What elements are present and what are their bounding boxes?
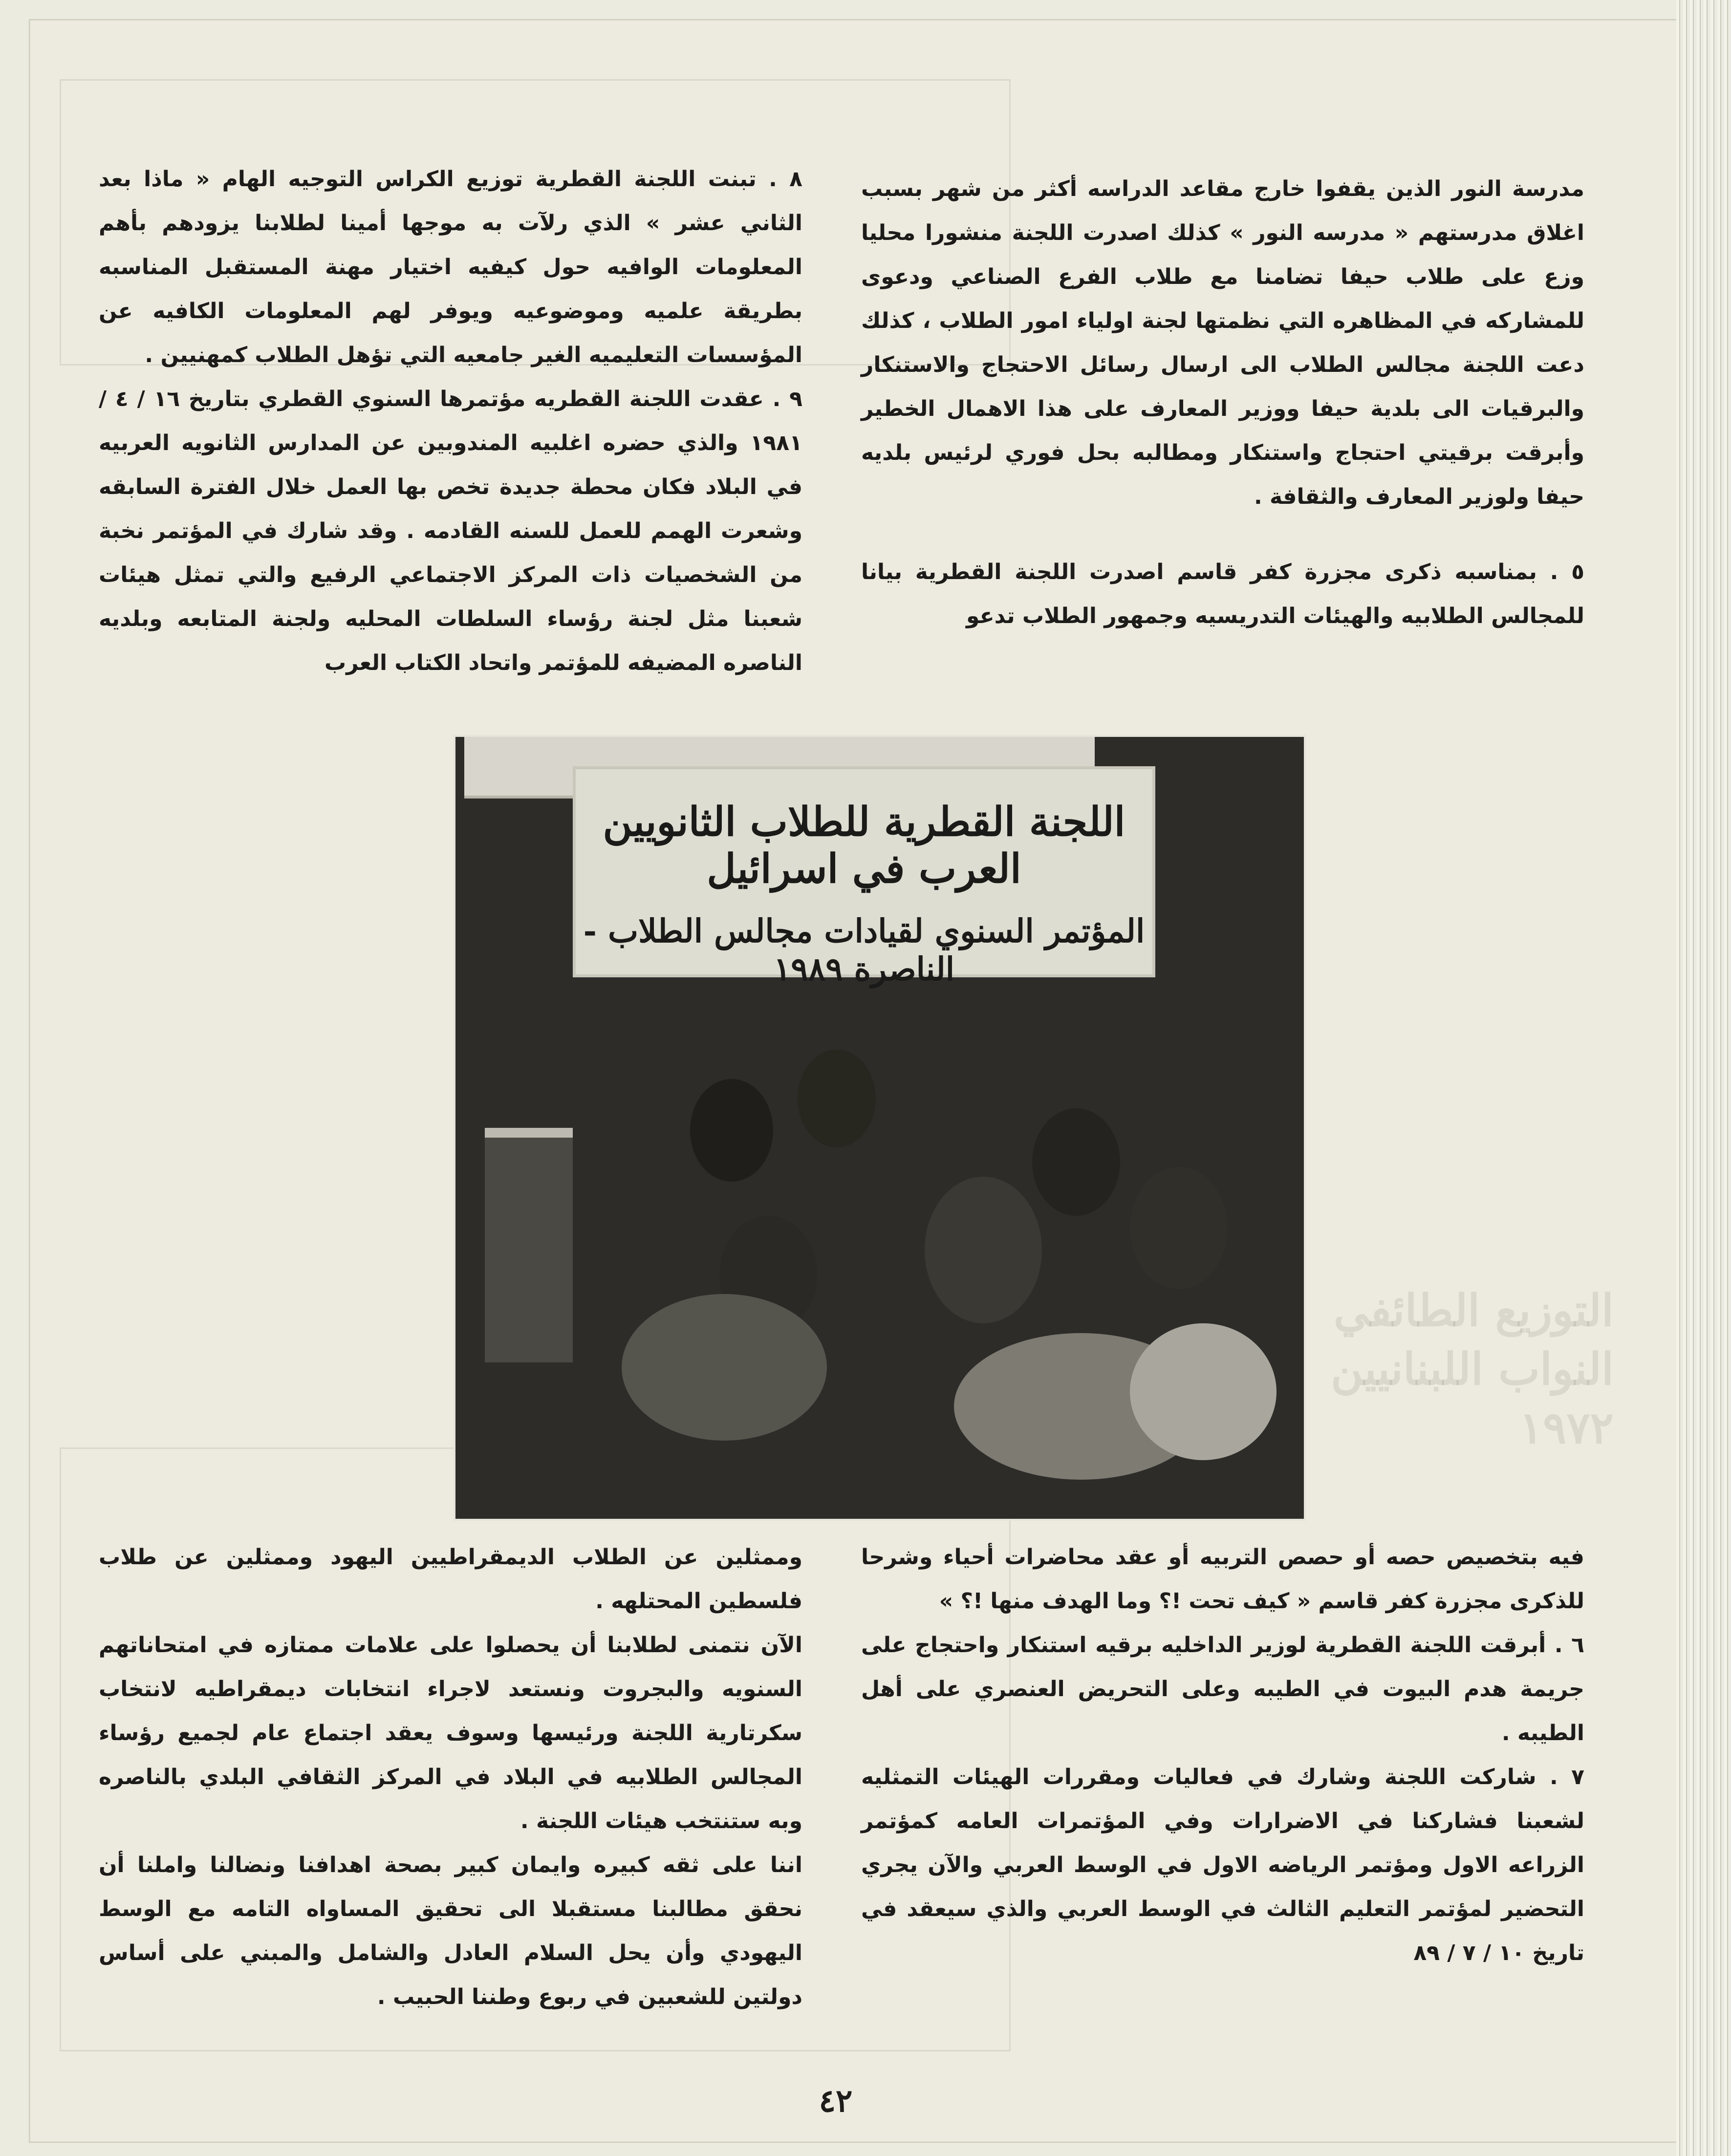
page-stack-edge xyxy=(1676,0,1731,2156)
banner-line-2: المؤتمر السنوي لقيادات مجالس الطلاب - الناصرة ١٩٨٩ xyxy=(583,912,1145,988)
photo-person xyxy=(925,1177,1042,1323)
paragraph-5-kafr-qasim: ٥ . بمناسبه ذكرى مجزرة كفر قاسم اصدرت اللجنة القطرية بيانا للمجالس الطلابيه والهيئات التدريسيه وجمهور الطلاب تدعو xyxy=(861,560,1584,628)
paragraph-lesson-allocation: فيه بتخصيص حصه أو حصص التربيه أو عقد محاضرات أحياء وشرحا للذكرى مجزرة كفر قاسم « كيف تحت !؟ وما الهدف منها !؟ » xyxy=(861,1545,1584,1614)
top-right-column xyxy=(861,167,1584,638)
conference-photo xyxy=(454,735,1306,1521)
paragraph-closing: اننا على ثقه كبيره وايمان كبير بصحة اهدافنا ونضالنا واملنا أن نحقق مطالبنا مستقبلا الى تحقيق المساواه التامه مع الوسط اليهودي وأن يحل السلام العادل والشامل والمبني على أساس دولتين للشعبين في ربوع وطننا الحبيب . xyxy=(99,1853,802,2009)
photo-person xyxy=(690,1079,773,1182)
photo-person xyxy=(1032,1108,1120,1216)
banner-line-1: اللجنة القطرية للطلاب الثانويين العرب في اسرائيل xyxy=(603,798,1125,892)
photo-person xyxy=(798,1050,876,1147)
bottom-right-column xyxy=(861,1535,1584,1975)
photo-person xyxy=(1130,1167,1228,1289)
paragraph-6-taybeh: ٦ . أبرقت اللجنة القطرية لوزير الداخليه برقيه استنكار واحتجاج على جريمة هدم البيوت في الطيبه وعلى التحريض العنصري على أهل الطيبه . xyxy=(861,1633,1584,1746)
document-page xyxy=(29,20,1678,2142)
page-number: ٤٢ xyxy=(819,2083,853,2119)
paragraph-7-participation: ٧ . شاركت اللجنة وشارك في فعاليات ومقررات الهيئات التمثليه لشعبنا فشاركنا في الاضرارات وفي المؤتمرات العامه كمؤتمر الزراعه الاول ومؤتمر الرياضه الاول في الوسط العربي والآن يجري التحضير لمؤتمر التعليم الثالث في الوسط العربي والذي سيعقد في تاريخ ١٠ / ٧ / ٨٩ xyxy=(861,1765,1584,1965)
paragraph-8-guidance-booklet: ٨ . تبنت اللجنة القطرية توزيع الكراس التوجيه الهام « ماذا بعد الثاني عشر » الذي رلآت به موجها أمينا لطلابنا يزودهم بأهم المعلومات الوافيه حول كيفيه اختيار مهنة المستقبل المناسبه بطريقة علميه وموضوعيه ويوفر لهم المعلومات الكافيه عن المؤسسات التعليميه الغير جامعيه التي تؤهل الطلاب كمهنيين . xyxy=(99,167,802,367)
photo-banner xyxy=(573,766,1155,988)
paragraph-nour-school: مدرسة النور الذين يقفوا خارج مقاعد الدراسه أكثر من شهر بسبب اغلاق مدرستهم « مدرسه النور » كذلك اصدرت اللجنة منشورا محليا وزع على طلاب حيفا تضامنا مع طلاب الفرع الصناعي ودعوى للمشاركه في المظاهره التي نظمتها لجنة اولياء امور الطلاب ، كذلك دعت اللجنة مجالس الطلاب الى ارسال رسائل الاحتجاج والاستنكار والبرقيات الى بلدية حيفا ووزير المعارف على هذا الاهمال الخطير وأبرقت برقيتي احتجاج واستنكار ومطالبه بحل فوري لرئيس بلديه حيفا ولوزير المعارف والثقافة . xyxy=(861,176,1584,509)
paragraph-elections: الآن نتمنى لطلابنا أن يحصلوا على علامات ممتازه في امتحاناتهم السنويه والبجروت ونستعد لاجراء انتخابات ديمقراطيه لانتخاب سكرتارية اللجنة ورئيسها وسوف يعقد اجتماع عام لجميع رؤساء المجالس الطلابيه في البلاد في المركز الثقافي البلدي بالناصره وبه ستنتخب هيئات اللجنة . xyxy=(99,1633,802,1833)
paragraph-9-annual-conference: ٩ . عقدت اللجنة القطريه مؤتمرها السنوي القطري بتاريخ ١٦ / ٤ / ١٩٨١ والذي حضره اغلبيه المندوبين عن المدارس الثانويه العربيه في البلاد فكان محطة جديدة تخص بها العمل خلال الفترة السابقه وشعرت الهمم للعمل للسنه القادمه . وقد شارك في المؤتمر نخبة من الشخصيات ذات المركز الاجتماعي الرفيع والتي تمثل هيئات شعبنا مثل لجنة رؤساء السلطات المحليه ولجنة المتابعه وبلديه الناصره المضيفه للمؤتمر واتحاد الكتاب العرب xyxy=(99,387,802,675)
paragraph-delegates: وممثلين عن الطلاب الديمقراطيين اليهود وممثلين عن طلاب فلسطين المحتلهه . xyxy=(99,1545,802,1614)
photo-person xyxy=(622,1294,827,1441)
bleed-through-heading: التوزيع الطائفي النواب اللبنانيين ١٩٧٢ xyxy=(1331,1285,1614,1454)
top-left-column xyxy=(99,157,802,685)
bottom-left-column xyxy=(99,1535,802,2019)
photo-podium xyxy=(485,1128,573,1362)
photo-person xyxy=(1130,1323,1277,1460)
